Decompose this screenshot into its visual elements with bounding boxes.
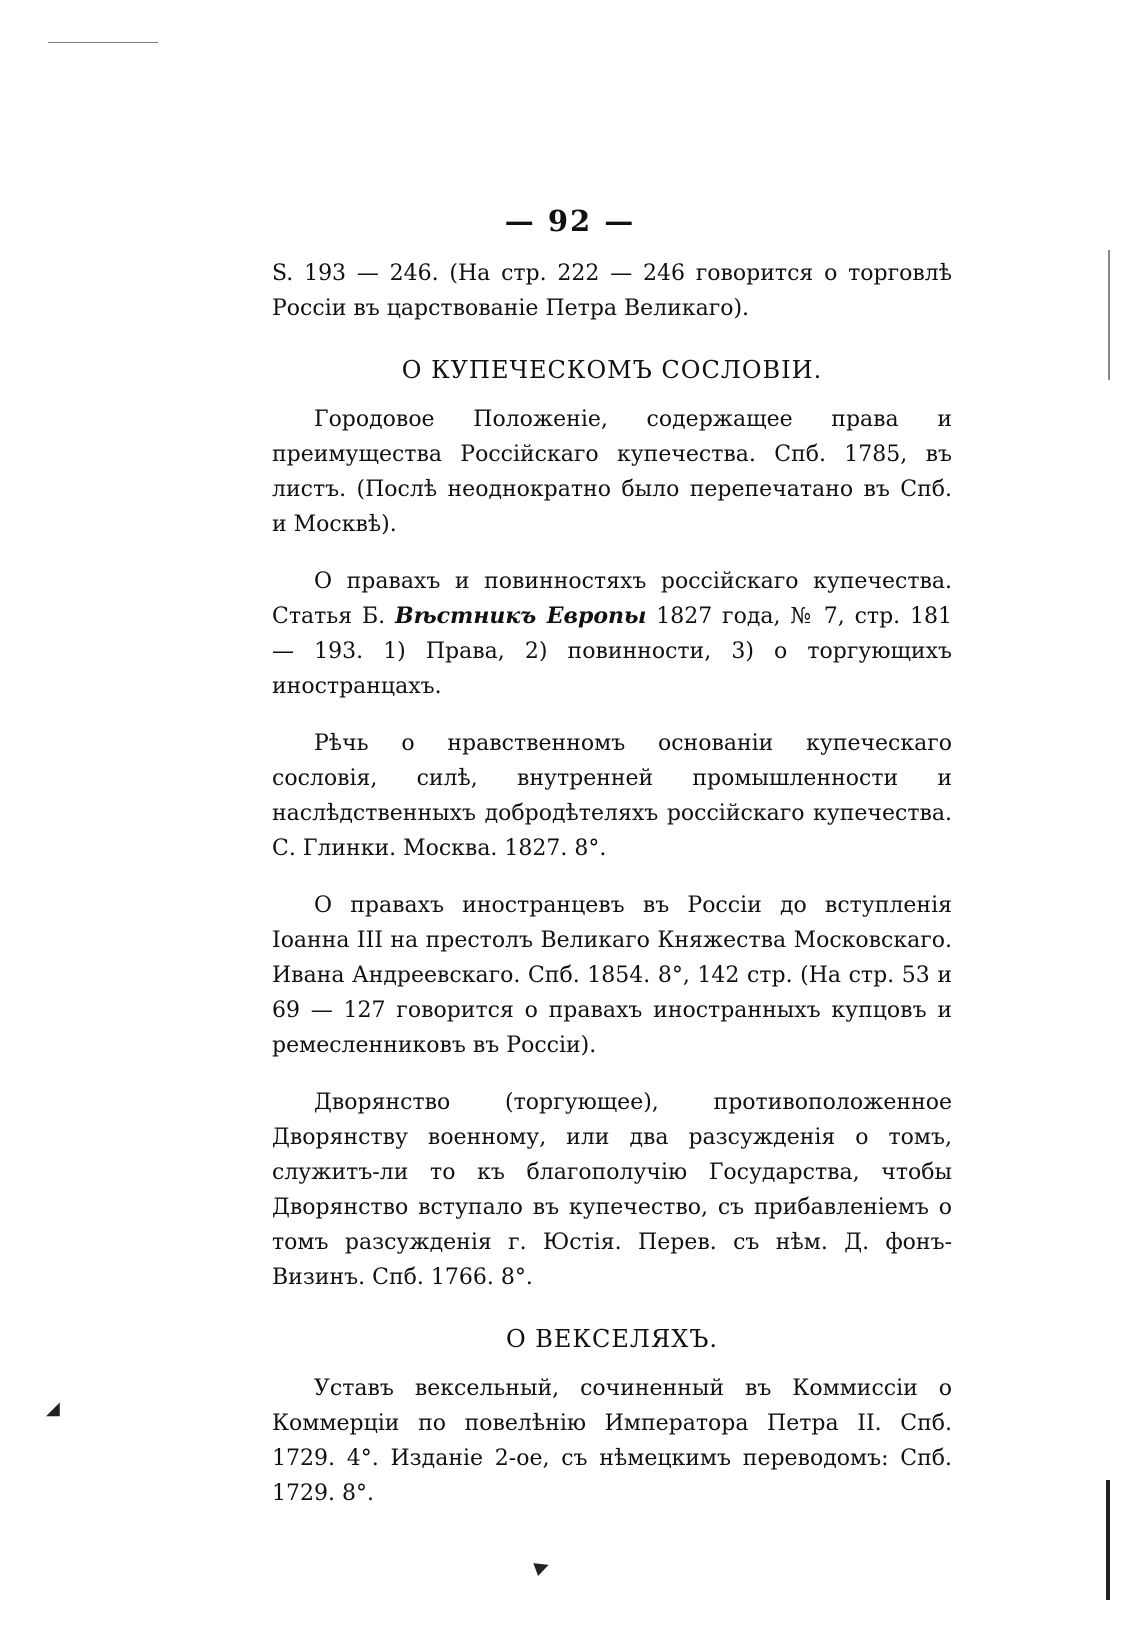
entry-rights-duties-after: 1827 года, № 7, стр. 181 — 193. 1) Права, 2) повинности, 3) о торгующихъ иностранцахъ. [272, 604, 952, 699]
entry-rights-duties-before: О правахъ и повинностяхъ россiйскаго купечества. Статья Б. [272, 569, 952, 629]
journal-title: Вѣстникъ Европы [394, 603, 647, 629]
continuation-paragraph: S. 193 — 246. (На стр. 222 — 246 говорится о торговлѣ Россiи въ царствованiе Петра Великаго). [272, 261, 952, 321]
entry-trading-nobility: Дворянство (торгующее), противоположенное Дворянству военному, или два разсужденiя о томъ, служитъ-ли то къ благополучiю Государства, чтобы Дворянство вступало въ купечество, съ прибавленiемъ о томъ разсужденiя г. Юстiя. Перев. съ нѣм. Д. фонъ-Визинъ. Спб. 1766. 8°. [272, 1090, 952, 1290]
scan-artifact-mark-left: ◢ [46, 1398, 60, 1419]
page-number: — 92 — [504, 204, 636, 238]
section-heading-bills: О ВЕКСЕЛЯХЪ. [505, 1325, 719, 1353]
entry-city-statute: Городовое Положенiе, содержащее права и преимущества Россiйскаго купечества. Спб. 1785, въ листъ. (Послѣ неоднократно было перепечатано въ Спб. и Москвѣ). [272, 407, 952, 537]
scan-artifact-edge-bottom [1106, 1480, 1110, 1600]
scan-artifact-mark-bottom: ▶ [531, 1554, 553, 1579]
entry-rights-duties [272, 564, 952, 704]
section-heading-merchants: О КУПЕЧЕСКОМЪ СОСЛОВIИ. [401, 356, 823, 384]
scan-artifact-edge-top [1108, 250, 1110, 380]
scan-artifact-rule [48, 42, 158, 43]
entry-bills-statute: Уставъ вексельный, сочиненный въ Коммиссiи о Коммерцiи по повелѣнiю Императора Петра II. Спб. 1729. 4°. Изданiе 2-ое, съ нѣмецкимъ переводомъ: Спб. 1729. 8°. [272, 1376, 952, 1506]
entry-foreigners-rights: О правахъ иностранцевъ въ Россiи до вступленiя Iоанна III на престолъ Великаго Княжества Московскаго. Ивана Андреевскаго. Спб. 1854. 8°, 142 стр. (На стр. 53 и 69 — 127 говорится о правахъ иностранныхъ купцовъ и ремесленниковъ въ Россiи). [272, 893, 952, 1058]
entry-glinka-speech: Рѣчь о нравственномъ основанiи купеческаго сословiя, силѣ, внутренней промышленности и наслѣдственныхъ добродѣтеляхъ россiйскаго купечества. С. Глинки. Москва. 1827. 8°. [272, 731, 952, 861]
page-text [272, 256, 952, 1511]
